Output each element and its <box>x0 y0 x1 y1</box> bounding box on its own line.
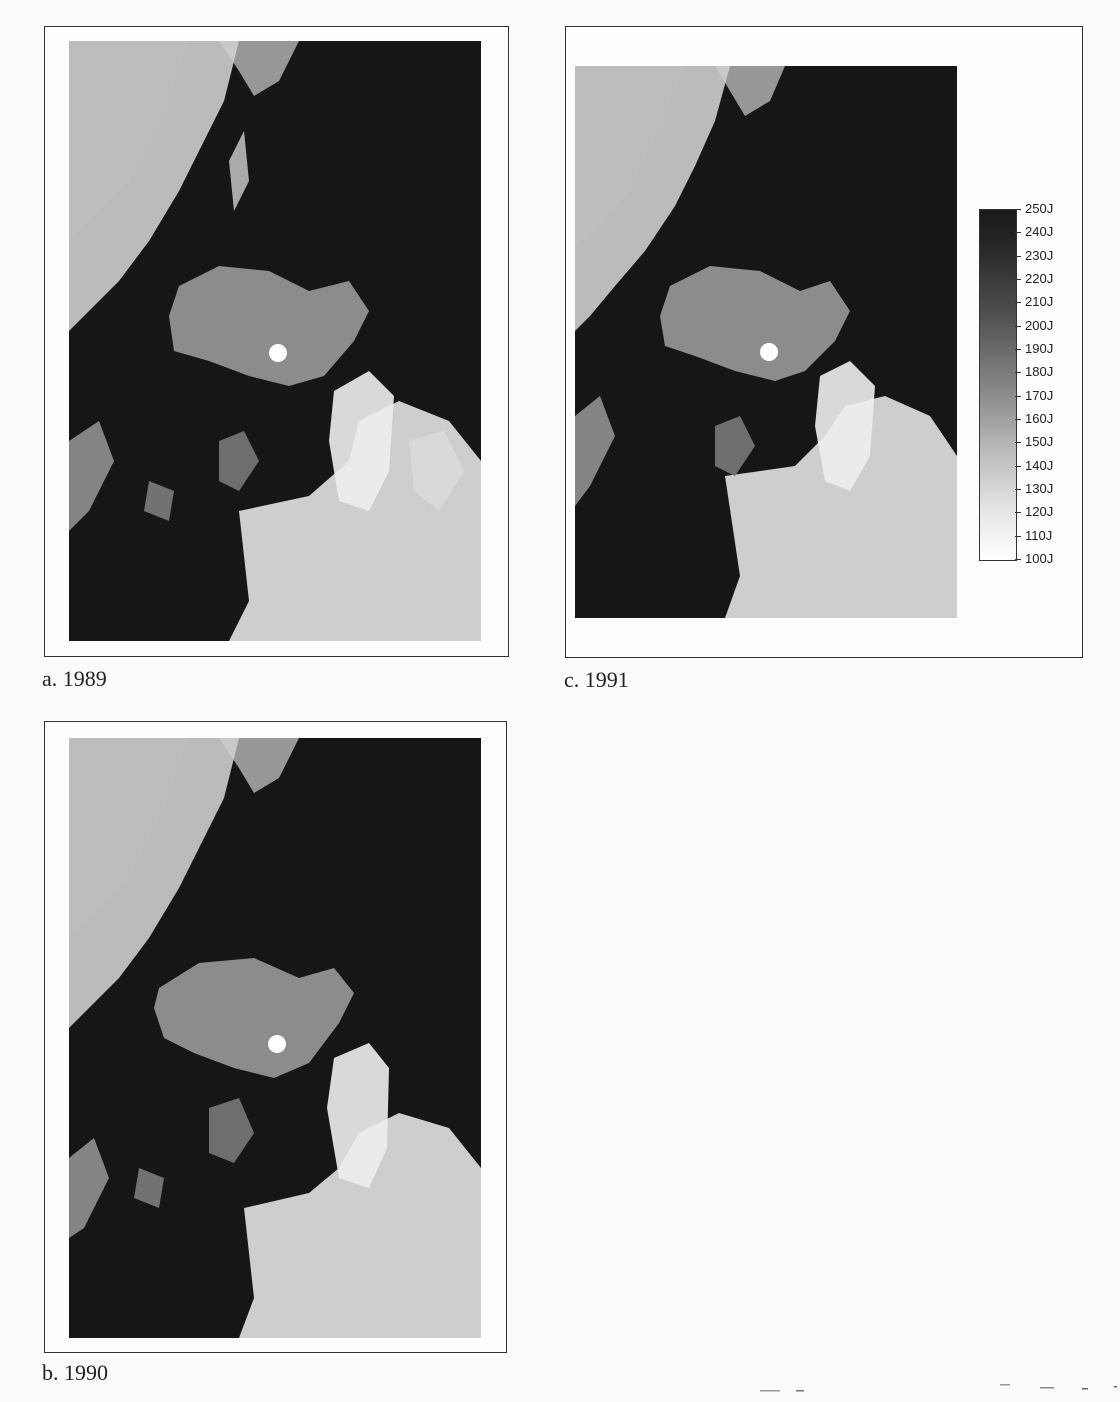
legend-tick <box>1015 442 1021 443</box>
legend-tick-label: 210J <box>1025 294 1054 310</box>
legend-tick <box>1015 536 1021 537</box>
caption-1991: c. 1991 <box>564 667 629 692</box>
legend-tick-label: 100J <box>1025 551 1054 566</box>
legend-tick <box>1015 466 1021 467</box>
legend-tick <box>1015 279 1021 280</box>
legend-tick-label: 110J <box>1025 527 1053 543</box>
satellite-map-1991 <box>575 66 957 618</box>
legend-tick <box>1015 209 1021 210</box>
caption-1990: b. 1990 <box>42 1360 108 1385</box>
legend-tick <box>1015 349 1021 350</box>
caption-1989: a. 1989 <box>42 666 107 691</box>
legend-tick-label: 190J <box>1025 341 1054 356</box>
legend-tick <box>1015 396 1021 397</box>
legend-color-bar <box>979 209 1017 561</box>
legend-tick <box>1015 302 1021 303</box>
map-panel-1989 <box>44 26 509 657</box>
satellite-map-1990 <box>69 738 481 1338</box>
legend-tick-label: 250J <box>1025 201 1054 216</box>
satellite-map-1989 <box>69 41 481 641</box>
legend-tick <box>1015 326 1021 327</box>
legend-tick <box>1015 489 1021 490</box>
legend-tick-label: 240J <box>1025 224 1054 240</box>
legend-tick-label: 200J <box>1025 317 1054 333</box>
legend-tick <box>1015 232 1021 233</box>
map-panel-1991 <box>565 26 1083 658</box>
legend-tick <box>1015 559 1021 560</box>
legend-tick <box>1015 512 1021 513</box>
legend-tick-label: 130J <box>1025 481 1054 496</box>
legend-tick <box>1015 372 1021 373</box>
legend-tick-label: 180J <box>1025 364 1054 380</box>
legend-tick-label: 220J <box>1025 271 1054 286</box>
scan-specks <box>700 1378 1120 1398</box>
legend-tick-label: 120J <box>1025 504 1054 520</box>
legend-tick <box>1015 419 1021 420</box>
map-panel-1990 <box>44 721 507 1353</box>
legend-tick-label: 230J <box>1025 247 1054 263</box>
legend-tick-label: 140J <box>1025 457 1054 473</box>
legend-tick-label: 150J <box>1025 434 1054 450</box>
legend-tick <box>1015 256 1021 257</box>
legend-tick-label: 160J <box>1025 411 1054 426</box>
legend-tick-label: 170J <box>1025 387 1054 403</box>
